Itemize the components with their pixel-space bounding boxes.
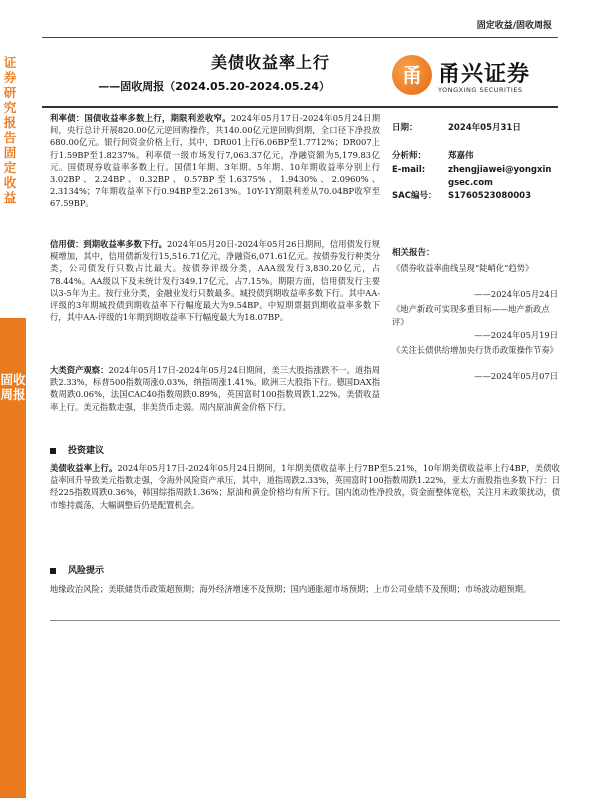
- related-item-1[interactable]: 《债券收益率曲线呈现“陡峭化”趋势》: [392, 263, 534, 273]
- paragraph-risk-text: 地缘政治风险；美联储货币政策超预期；海外经济增速不及预期；国内通胀超市场预期；上市公司业绩不及预期；市场波动超预期。: [50, 584, 532, 594]
- sidebar-band-label: 固收周报: [0, 372, 26, 402]
- meta-date-label: 日期：: [392, 123, 418, 133]
- paragraph-invest-head: 美债收益率上行。: [50, 463, 118, 473]
- top-divider: [42, 37, 558, 38]
- paragraph-assets-head: 大类资产观察：: [50, 365, 109, 375]
- related-item-2-date: ——2024年05月19日: [474, 330, 558, 340]
- report-subtitle: ——固收周报（2024.05.20-2024.05.24）: [98, 80, 330, 93]
- meta-sac-value: S1760523080003: [448, 191, 532, 201]
- related-item-3[interactable]: 《关注长债供给增加央行货币政策操作节奏》: [392, 345, 558, 355]
- paragraph-assets: [50, 364, 380, 413]
- logo-mark-glyph: 甬: [402, 63, 422, 87]
- meta-sac: [392, 190, 532, 203]
- section-risk-title: 风险提示: [68, 566, 105, 576]
- meta-analyst-value: 郑嘉伟: [448, 151, 474, 161]
- paragraph-invest: [50, 462, 560, 511]
- report-category: 固定收益/固收周报: [476, 21, 552, 31]
- header-divider: [42, 106, 558, 108]
- related-item-1-date: ——2024年05月24日: [474, 289, 558, 299]
- meta-date-value: 2024年05月31日: [448, 123, 521, 133]
- logo-mark-icon: [392, 55, 432, 95]
- section-invest-title: 投资建议: [68, 446, 105, 456]
- meta-email: [392, 164, 552, 190]
- meta-email-value-2[interactable]: gsec.com: [448, 178, 493, 188]
- meta-date: [392, 122, 521, 135]
- related-item-2[interactable]: 《地产新政可实现多重目标——地产新政点评》: [392, 304, 550, 327]
- paragraph-credit-head: 信用债：到期收益率多数下行。: [50, 239, 168, 249]
- meta-sac-label: SAC编号：: [392, 191, 437, 201]
- related-item-3-date: ——2024年05月07日: [474, 371, 558, 381]
- logo-name-en: YONGXING SECURITIES: [438, 86, 523, 94]
- meta-email-value-1[interactable]: zhengjiawei@yongxin: [448, 165, 552, 175]
- section-risk: [50, 563, 104, 576]
- paragraph-rates-head: 利率债：国债收益率多数上行，期限利差收窄。: [50, 113, 231, 123]
- paragraph-credit-text: 2024年05月20日-2024年05月26日期间，信用债发行规模增加，其中，信用债新发行15,516.71亿元，净融资6,071.61亿元。按债券发行种类分类，公司债发行只数占比最大。按债券评级分类，AAA级发行3,830.20亿元，占78.44%。AA级以下及未统计发行349.17亿元，占7.15%。期限方面，信用债发行主要以3-5年为主。按行业分类，金融业发行只数最多。城投债到期收益率多数下行。其中AA-评级的3年期城投债到期收益率下行幅度最大为9.54BP。中短期票据到期收益率多数下行，其中AA-评级的1年期到期收益率下行幅度最大为18.07BP。: [50, 239, 380, 323]
- meta-analyst-label: 分析师：: [392, 151, 427, 161]
- paragraph-assets-text: 2024年05月17日-2024年05月24日期间，美三大股指涨跌不一。道指周跌2.33%，标普500指数周涨0.03%，纳指周涨1.41%。欧洲三大股指下行。德国DAX指数周跌0.06%，法国CAC40指数周跌0.89%，英国富时100指数周跌1.22%。美债收益率上行。美元指数走强，非美货币走弱。周内原油黄金价格下行。: [50, 365, 380, 412]
- meta-analyst: [392, 150, 474, 163]
- related-heading-label: 相关报告：: [392, 248, 435, 258]
- report-title: 美债收益率上行: [210, 53, 330, 72]
- paragraph-credit: [50, 238, 380, 323]
- paragraph-risk: [50, 583, 560, 595]
- section-bullet-icon: [50, 448, 56, 454]
- meta-email-label: E-mail:: [392, 165, 426, 175]
- paragraph-invest-text: 2024年05月17日-2024年05月24日期间，1年期美债收益率上行7BP至5.21%，10年期美债收益率上行4BP，美债收益率回升导致美元指数走强，令海外风险资产承压，其中，道指周跌2.33%，英国富时100指数周跌1.22%，亚太方面股指也多数下行：日经225指数周跌0.36%，韩国综指周跌1.36%；原油和黄金价格均有所下行。国内流动性净投放，资金面整体宽松，关注月末政策扰动，债市维持震荡，大幅调整后仍是配置机会。: [50, 463, 560, 510]
- paragraph-rates: [50, 112, 380, 210]
- logo-name-cn: 甬兴证券: [438, 62, 531, 87]
- footer-divider: [50, 620, 560, 621]
- related-heading: [392, 247, 435, 260]
- paragraph-rates-text: 2024年05月17日-2024年05月24日期间，央行总计开展820.00亿元逆回购操作，共140.00亿元逆回购到期，全口径下净投放680.00亿元。银行间资金价格上行，其中，DR001上行6.06BP至1.7712%；DR007上行1.59BP至1.8237%。利率债一级市场发行7,063.37亿元，净融资额为5,179.83亿元。国债现券收益率多数上行。国债1年期、3年期、5年期、10年期收益率分别上行3.02BP、2.24BP、0.32BP、0.57BP至1.6375%、1.9430%、2.0960%、2.3134%；7年期收益率下行0.94BP至2.2613%。10Y-1Y期限利差从70.04BP收窄至67.59BP。: [50, 113, 380, 209]
- section-bullet-icon: [50, 568, 56, 574]
- section-invest: [50, 443, 104, 456]
- sidebar-report-type: 证券研究报告 固定收益: [3, 55, 17, 205]
- company-logo: [392, 55, 562, 99]
